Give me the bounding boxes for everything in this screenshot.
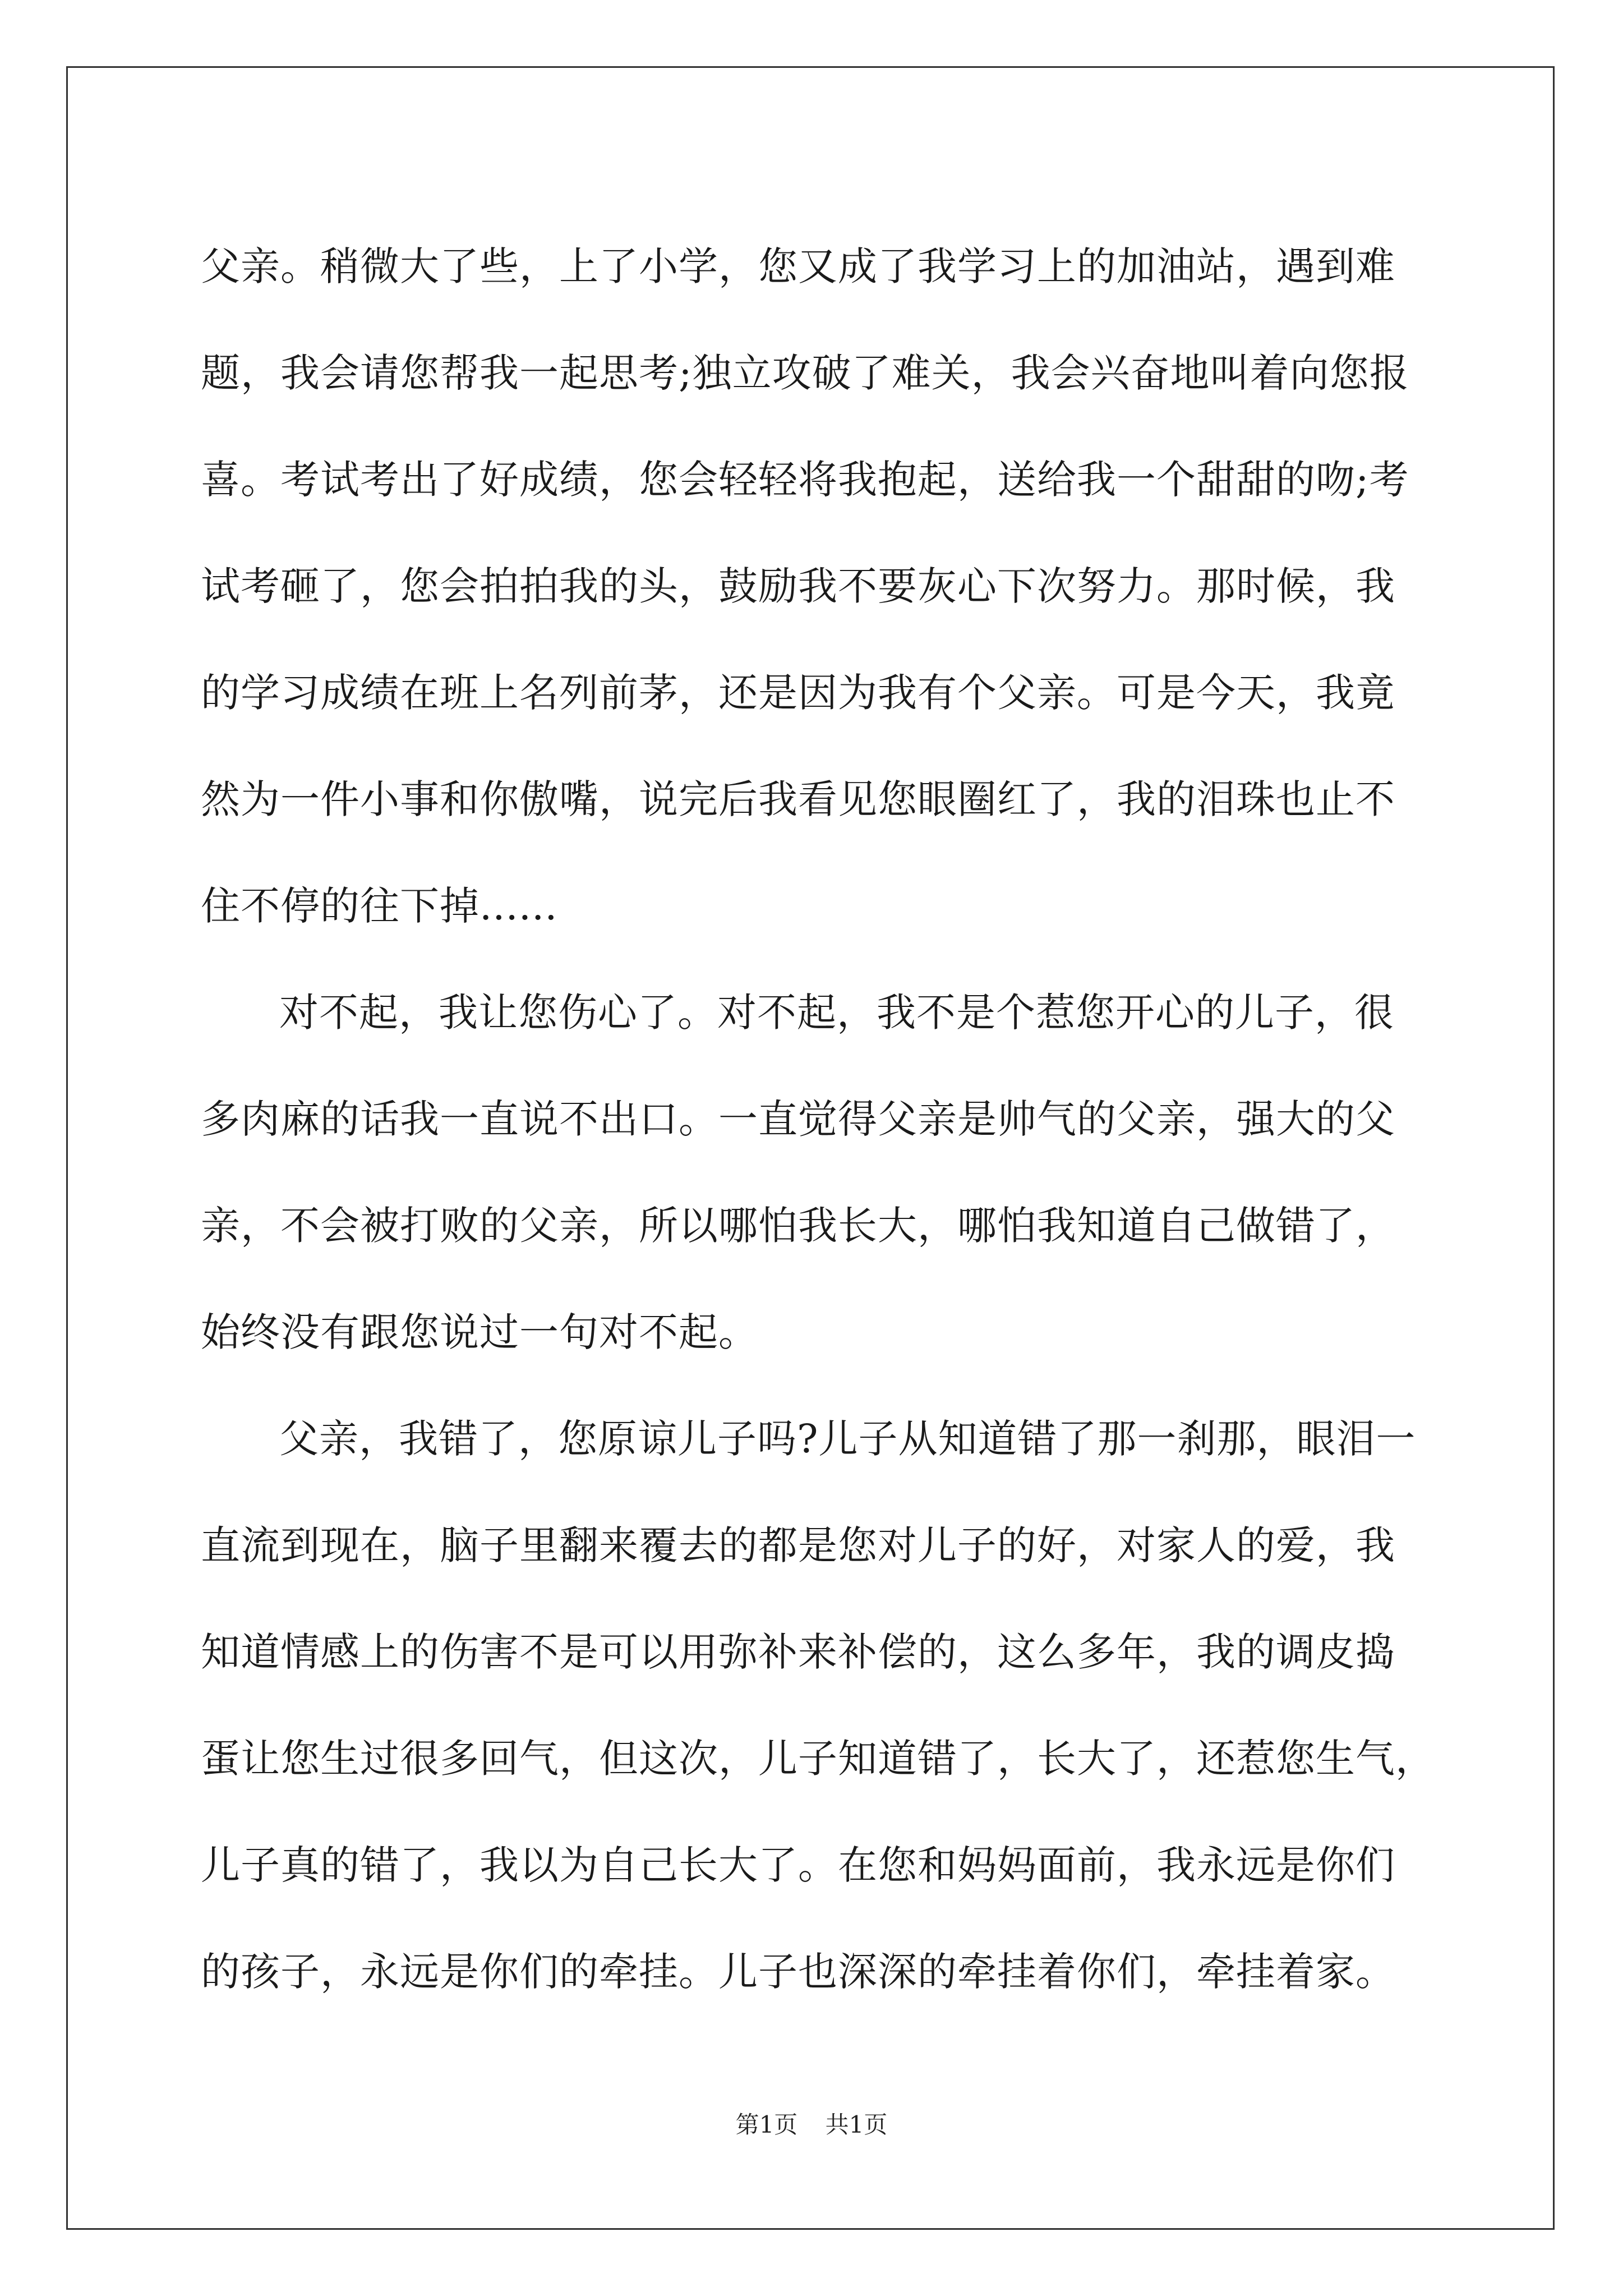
text-line: 然为一件小事和你傲嘴，说完后我看见您眼圈红了，我的泪珠也止不 [201, 776, 1395, 822]
text-line: 试考砸了，您会拍拍我的头，鼓励我不要灰心下次努力。那时候，我 [201, 563, 1395, 609]
paragraph-start-line: 父亲，我错了，您原谅儿子吗?儿子从知道错了那一刹那，眼泪一 [279, 1416, 1416, 1462]
text-line: 住不停的往下掉...... [201, 883, 558, 929]
text-line: 亲，不会被打败的父亲，所以哪怕我长大，哪怕我知道自己做错了， [201, 1203, 1395, 1249]
page-number: 第1页 [735, 2111, 798, 2138]
page-total: 共1页 [825, 2111, 888, 2138]
text-line: 的孩子，永远是你们的牵挂。儿子也深深的牵挂着你们，牵挂着家。 [201, 1949, 1395, 1995]
paragraph-start-line: 对不起，我让您伤心了。对不起，我不是个惹您开心的儿子，很 [279, 990, 1394, 1036]
page-footer [0, 2106, 1623, 2140]
text-line: 的学习成绩在班上名列前茅，还是因为我有个父亲。可是今天，我竟 [201, 670, 1395, 716]
text-line: 直流到现在，脑子里翻来覆去的都是您对儿子的好，对家人的爱，我 [201, 1522, 1395, 1568]
text-line: 喜。考试考出了好成绩，您会轻轻将我抱起，送给我一个甜甜的吻;考 [201, 457, 1409, 503]
text-line: 多肉麻的话我一直说不出口。一直觉得父亲是帅气的父亲，强大的父 [201, 1096, 1395, 1142]
text-line: 儿子真的错了，我以为自己长大了。在您和妈妈面前，我永远是你们 [201, 1842, 1395, 1888]
document-body [201, 213, 1435, 2025]
text-line: 知道情感上的伤害不是可以用弥补来补偿的，这么多年，我的调皮捣 [201, 1629, 1395, 1675]
text-line: 父亲。稍微大了些，上了小学，您又成了我学习上的加油站，遇到难 [201, 243, 1395, 289]
text-line: 题，我会请您帮我一起思考;独立攻破了难关，我会兴奋地叫着向您报 [201, 350, 1409, 396]
text-line: 蛋让您生过很多回气，但这次，儿子知道错了，长大了，还惹您生气， [201, 1736, 1435, 1782]
text-line: 始终没有跟您说过一句对不起。 [201, 1309, 758, 1355]
